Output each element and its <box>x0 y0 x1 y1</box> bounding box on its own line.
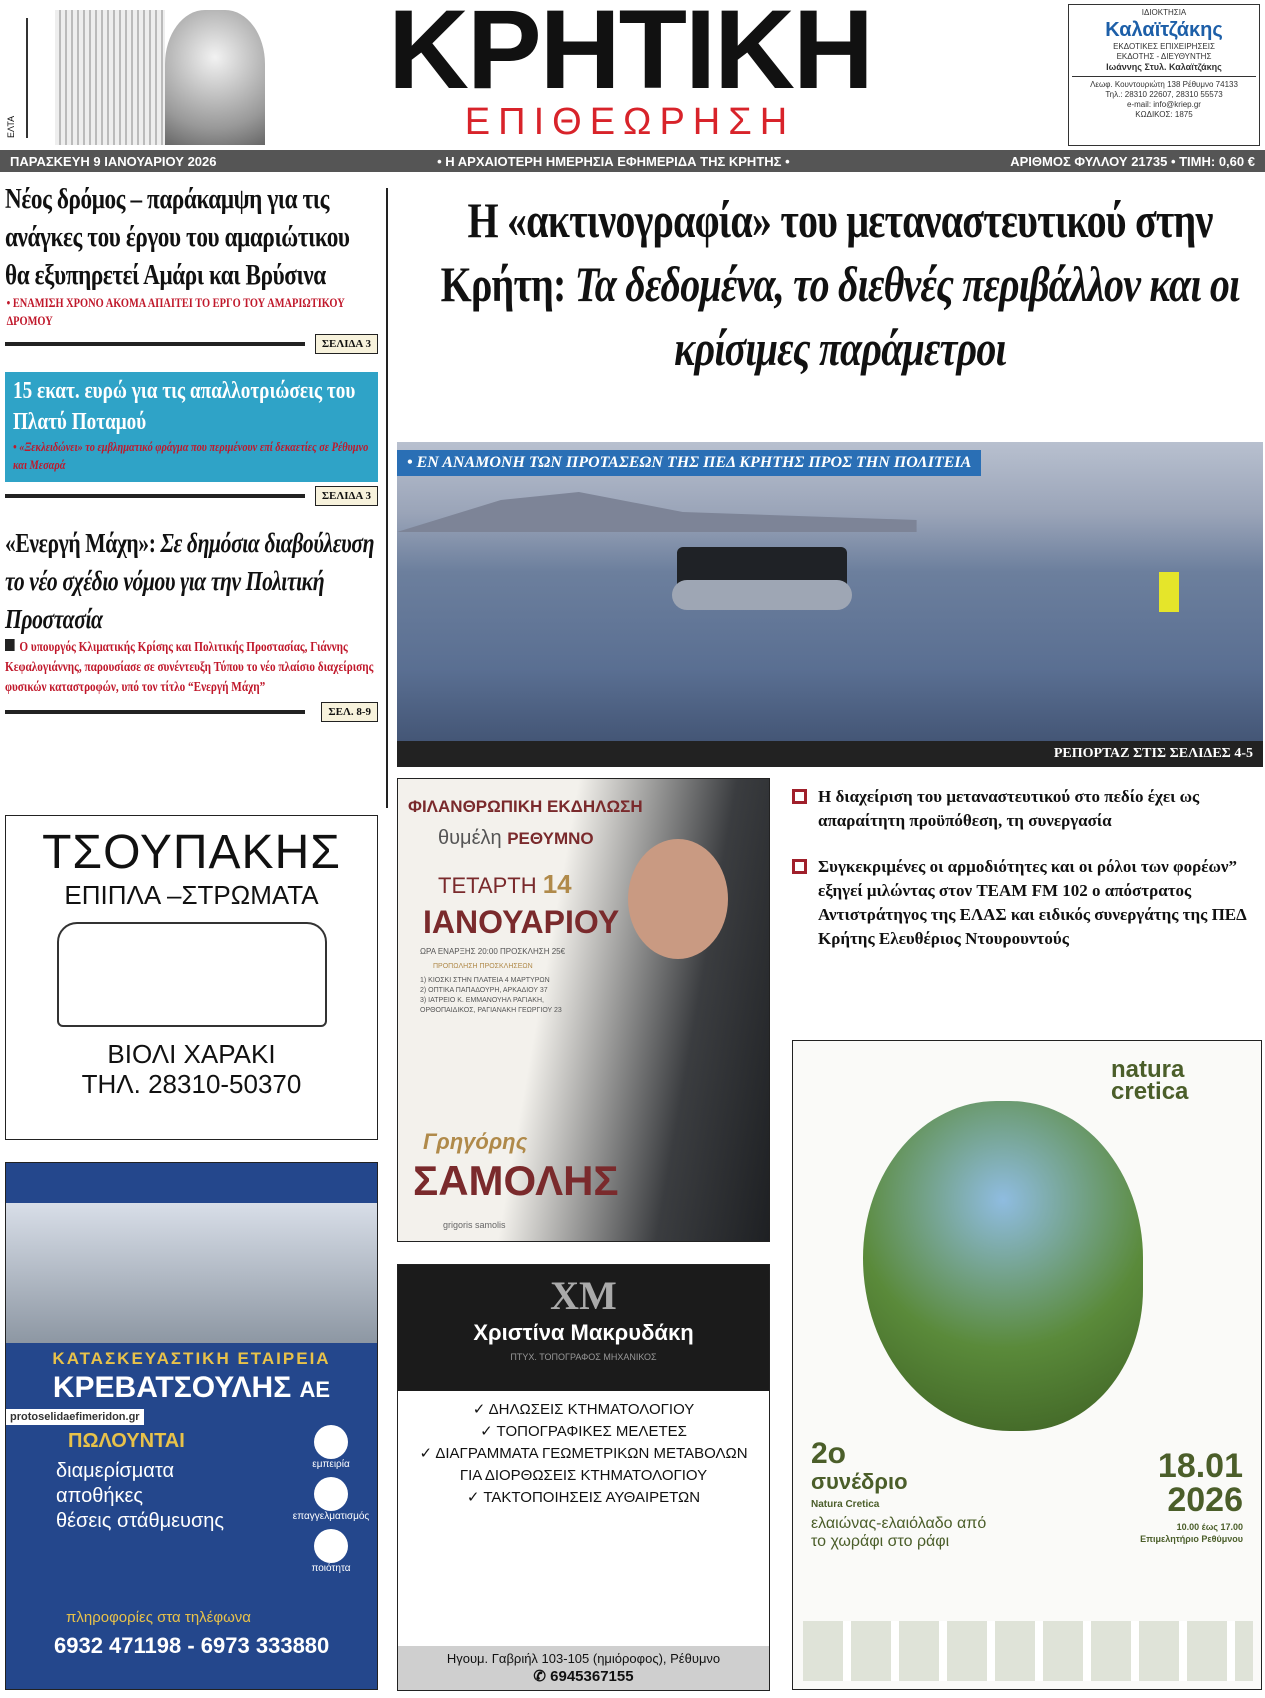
ad-krevatsoulis[interactable]: ΚΑΤΑΣΚΕΥΑΣΤΙΚΗ ΕΤΑΙΡΕΙΑ ΚΡΕΒΑΤΣΟΥΛΗΣ ΑΕ protoselidaefimeridon.gr ΠΩΛΟΥΝΤΑΙ διαμερίσματα αποθήκες θέσεις στάθμευσης εμπειρία επαγγελματισμός ποιότητα πληροφορίες στα τηλέφωνα 6932 471198 - 6973 333880 <box>5 1162 378 1690</box>
headline: «Ενεργή Μάχη»: Σε δημόσια διαβούλευση το νέο σχέδιο νόμου για την Πολιτική Προστασία <box>5 528 375 634</box>
main-headline[interactable]: Η «ακτινογραφία» του μεταναστευτικού στην Κρήτη: Τα δεδομένα, το διεθνές περιβάλλον και οι κρίσιμες παράμετροι <box>440 192 1240 376</box>
issue-date: ΠΑΡΑΣΚΕΥΗ 9 ΙΑΝΟΥΑΡΙΟΥ 2026 <box>10 153 217 169</box>
mountains <box>397 492 917 532</box>
page-ref: ΣΕΛ. 8-9 <box>321 702 378 722</box>
portrait-illustration <box>165 10 265 145</box>
owner-box: ΙΔΙΟΚΤΗΣΙΑ Καλαϊτζάκης ΕΚΔΟΤΙΚΕΣ ΕΠΙΧΕΙΡΗΣΕΙΣ ΕΚΔΟΤΗΣ - ΔΙΕΥΘΥΝΤΗΣ Ιωάννης Στυλ. Καλαϊτζάκης Λεωφ. Κουντουριώτη 138 Ρέθυμνο 74133 Τηλ.: 28310 22607, 28310 55573 e-mail: info@kriep.gr ΚΩΔΙΚΟΣ: 1875 <box>1068 4 1260 146</box>
elta-logo: ΕΛΤΑ <box>6 18 28 138</box>
headline: 15 εκατ. ευρώ για τις απαλλοτριώσεις του Πλατύ Ποταμού <box>13 378 356 435</box>
checkbox-square-icon <box>792 789 807 804</box>
church-illustration <box>55 10 165 145</box>
article-road[interactable]: Νέος δρόμος – παράκαμψη για τις ανάγκες του έργου του αμαριώτικου θα εξυπηρετεί Αμάρι και Βρύσινα • ΕΝΑΜΙΣΗ ΧΡΟΝΟ ΑΚΟΜΑ ΑΠΑΙΤΕΙ ΤΟ ΕΡΓΟ ΤΟΥ ΑΜΑΡΙΩΤΙΚΟΥ ΔΡΟΜΟΥ ΣΕΛΙΔΑ 3 <box>5 180 378 354</box>
musician-photo <box>628 839 728 959</box>
ad-natura-cretica[interactable]: natura cretica 2ο συνέδριο Natura Cretica ελαιώνας-ελαιόλαδο από το χωράφι στο ράφι 18.01 2026 10.00 έως 17.00 Επιμελητήριο Ρεθύμνου <box>792 1040 1262 1690</box>
bullet-item: Συγκεκριμένες οι αρμοδιότητες και οι ρόλοι των φορέων” εξηγεί μιλώντας στον TEAM FM 102 ο απόστρατος Αντιστράτηγος της ΕΛΑΣ και ειδικός συνεργάτης της ΠΕΔ Κρήτης Ελευθέριος Ντουρουντούς <box>792 855 1262 951</box>
building-render <box>6 1203 377 1343</box>
main-bullets <box>792 785 1262 973</box>
divider <box>5 342 305 346</box>
left-column <box>5 180 378 722</box>
sponsor-logos <box>803 1621 1253 1681</box>
xm-logo: XM <box>550 1273 617 1318</box>
ad-tsoupakis[interactable]: ΤΣΟΥΠΑΚΗΣ ΕΠΙΠΛΑ –ΣΤΡΩΜΑΤΑ ΒΙΟΛΙ ΧΑΡΑΚΙ ΤΗΛ. 28310-50370 <box>5 815 378 1140</box>
ad-makrydaki[interactable]: XM Χριστίνα Μακρυδάκη ΠΤΥΧ. ΤΟΠΟΓΡΑΦΟΣ ΜΗΧΑΝΙΚΟΣ ✓ ΔΗΛΩΣΕΙΣ ΚΤΗΜΑΤΟΛΟΓΙΟΥ ✓ ΤΟΠΟΓΡΑΦΙΚΕΣ ΜΕΛΕΤΕΣ ✓ ΔΙΑΓΡΑΜΜΑΤΑ ΓΕΩΜΕΤΡΙΚΩΝ ΜΕΤΑΒΟΛΩΝ ΓΙΑ ΔΙΟΡΘΩΣΕΙΣ ΚΤΗΜΑΤΟΛΟΓΙΟΥ ✓ ΤΑΚΤΟΠΟΙΗΣΕΙΣ ΑΥΘΑΙΡΕΤΩΝ Ηγουμ. Γαβριήλ 103-105 (ημιόροφος), Ρέθυμνο ✆ 6945367155 <box>397 1264 770 1691</box>
page-ref: ΣΕΛΙΔΑ 3 <box>315 486 378 506</box>
medal-icon <box>314 1425 348 1459</box>
bullet-square-icon <box>5 639 15 651</box>
bullet-item: Η διαχείριση του μεταναστευτικού στο πεδίο έχει ως απαραίτητη προϋπόθεση, τη συνεργασία <box>792 785 1262 833</box>
ad-concert[interactable]: ΦΙΛΑΝΘΡΩΠΙΚΗ ΕΚΔΗΛΩΣΗ θυμέλη ΡΕΘΥΜΝΟ ΤΕΤΑΡΤΗ 14 ΙΑΝΟΥΑΡΙΟΥ ΩΡΑ ΕΝΑΡΞΗΣ 20:00 ΠΡΟΣΚΛΗΣΗ 25€ ΠΡΟΠΩΛΗΣΗ ΠΡΟΣΚΛΗΣΕΩΝ 1) ΚΙΟΣΚΙ ΣΤΗΝ ΠΛΑΤΕΙΑ 4 ΜΑΡΤΥΡΩΝ 2) ΟΠΤΙΚΑ ΠΑΠΑΔΟΥΡΗ, ΑΡΚΑΔΙΟΥ 37 3) ΙΑΤΡΕΙΟ Κ. ΕΜΜΑΝΟΥΗΛ ΡΑΓΙΑΚΗ, ΟΡΘΟΠΑΙΔΙΚΟΣ, ΡΑΓΙΑΝΑΚΗ ΓΕΩΡΓΙΟΥ 23 Γρηγόρης ΣΑΜΟΛΗΣ grigoris samolis <box>397 778 770 1242</box>
photo-kicker: • ΕΝ ΑΝΑΜΟΝΗ ΤΩΝ ΠΡΟΤΑΣΕΩΝ ΤΗΣ ΠΕΔ ΚΡΗΤΗΣ ΠΡΟΣ ΤΗΝ ΠΟΛΙΤΕΙΑ <box>397 450 981 476</box>
checkbox-square-icon <box>792 859 807 874</box>
divider <box>5 494 305 498</box>
article-platy-potamos[interactable]: 15 εκατ. ευρώ για τις απαλλοτριώσεις του Πλατύ Ποταμού • «Ξεκλειδώνει» το εμβληματικό φράγμα που περιμένουν επί δεκαετίες σε Ρέθυμνο και Μεσαρά ΣΕΛΙΔΑ 3 <box>5 372 378 506</box>
article-civil-protection[interactable]: «Ενεργή Μάχη»: Σε δημόσια διαβούλευση το νέο σχέδιο νόμου για την Πολιτική Προστασία Ο υπουργός Κλιματικής Κρίσης και Πολιτικής Προστασίας, Γιάννης Κεφαλογιάννης, παρουσίασε σε συνέντευξη Τύπου το νέο πλαίσιο διαχείρισης φυσικών καταστροφών, υπό τον τίτλο “Ενεργή Μάχη” ΣΕΛ. 8-9 <box>5 524 378 722</box>
issue-number-price: ΑΡΙΘΜΟΣ ΦΥΛΛΟΥ 21735 • ΤΙΜΗ: 0,60 € <box>1010 153 1255 169</box>
rescuer-vest <box>1159 572 1179 612</box>
main-photo <box>397 442 1263 767</box>
column-divider <box>386 188 388 808</box>
headline: Νέος δρόμος – παράκαμψη για τις ανάγκες του έργου του αμαριώτικου θα εξυπηρετεί Αμάρι και Βρύσινα <box>5 183 350 291</box>
photo-caption: ΡΕΠΟΡΤΑΖ ΣΤΙΣ ΣΕΛΙΔΕΣ 4-5 <box>397 741 1263 767</box>
boat <box>672 580 852 610</box>
tagline: • Η ΑΡΧΑΙΟΤΕΡΗ ΗΜΕΡΗΣΙΑ ΕΦΗΜΕΡΙΔΑ ΤΗΣ ΚΡΗΤΗΣ • <box>437 153 790 169</box>
sofa-pencil-drawing <box>57 922 327 1027</box>
building-icon <box>314 1529 348 1563</box>
olive-tree-photo <box>863 1101 1143 1431</box>
masthead-logo: ΚΡΗΤΙΚΗ ΕΠΙΘΕΩΡΗΣΗ <box>388 0 872 143</box>
date-bar <box>0 150 1265 172</box>
handshake-icon <box>314 1477 348 1511</box>
page-ref: ΣΕΛΙΔΑ 3 <box>315 334 378 354</box>
watermark: protoselidaefimeridon.gr <box>6 1409 144 1425</box>
divider <box>5 710 305 714</box>
